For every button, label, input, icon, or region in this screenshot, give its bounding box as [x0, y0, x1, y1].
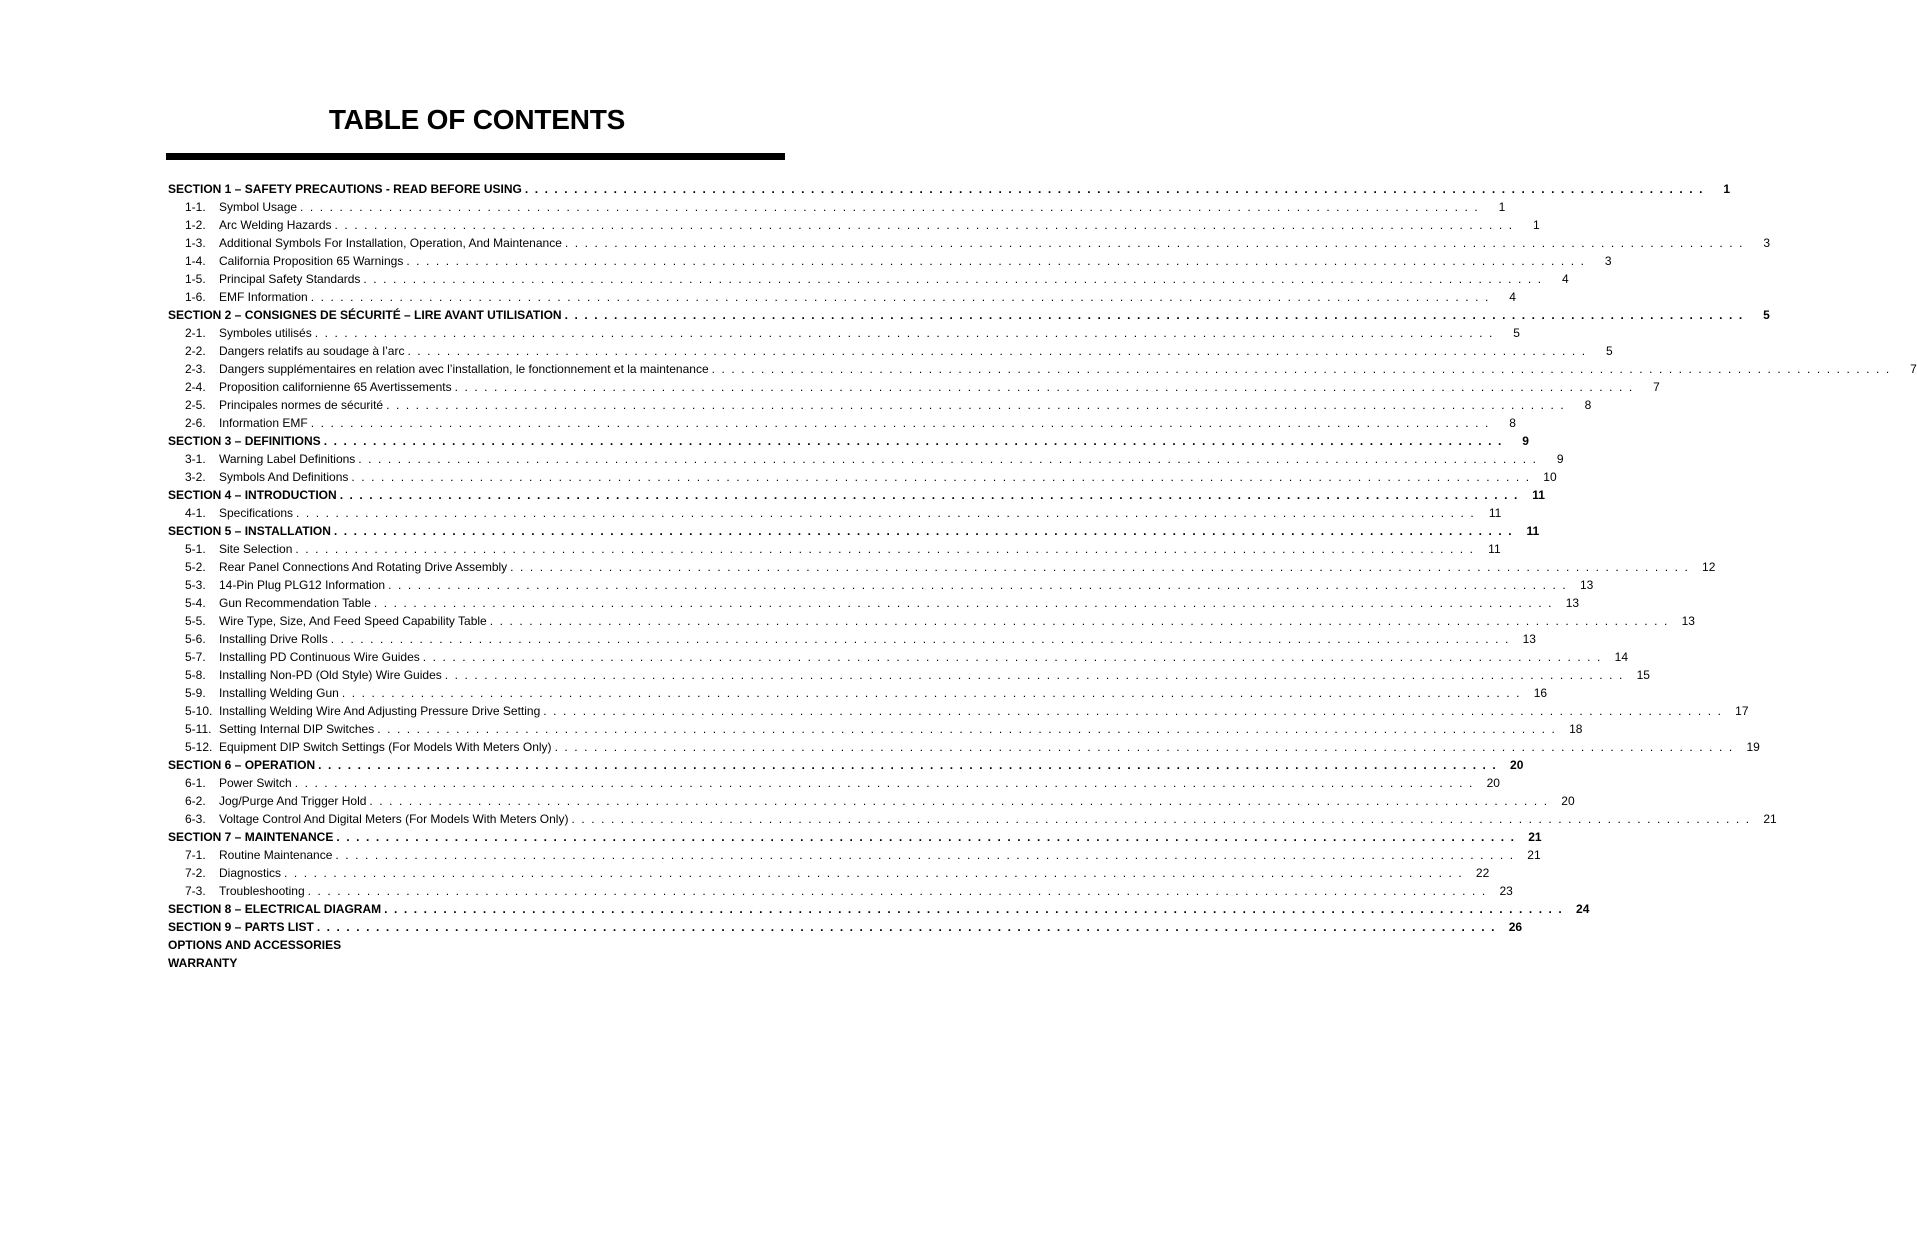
toc-page-number: 5 [1513, 326, 1520, 340]
toc-subsection-row[interactable] [168, 864, 1490, 882]
toc-dot-leader: . . . . . . . . . . . . . . . . . . . . . . . . . . . . . . . . . . . . . . . . . . . . . . . . . . . . . . . . . . . . . . . . . . . . . . . . . . . . . . . . . . . . . . . . . . . . . . . . . . . . . . . . . . . . . . . . . . . . . . . . [363, 272, 1543, 286]
toc-page-number: 12 [1702, 560, 1716, 574]
toc-entry-number: 5-10. [185, 704, 213, 718]
toc-subsection-row[interactable] [168, 702, 1749, 720]
toc-entry-title: OPTIONS AND ACCESSORIES [168, 938, 342, 952]
toc-entry-number: 2-6. [185, 416, 206, 430]
toc-entry-title: SECTION 3 – DEFINITIONS [168, 434, 321, 448]
toc-entry-number: 2-5. [185, 398, 206, 412]
toc-page-number: 19 [1746, 740, 1760, 754]
toc-dot-leader: . . . . . . . . . . . . . . . . . . . . . . . . . . . . . . . . . . . . . . . . . . . . . . . . . . . . . . . . . . . . . . . . . . . . . . . . . . . . . . . . . . . . . . . . . . . . . . . . . . . . . . . . . . . . . . . . . . . . . . . . [341, 686, 1522, 700]
toc-entry-number: 5-9. [185, 686, 206, 700]
toc-page-number: 3 [1763, 236, 1771, 250]
toc-entry-title: EMF Information [219, 290, 308, 304]
toc-page-number: 26 [1508, 920, 1523, 934]
toc-subsection-row[interactable] [168, 666, 1650, 684]
toc-entry-title: Installing Welding Wire And Adjusting Pressure Drive Setting [219, 704, 541, 718]
toc-page-number: 11 [1532, 488, 1545, 502]
toc-entry-title: Installing Welding Gun [219, 686, 339, 700]
toc-entry-title: Specifications [219, 506, 294, 520]
toc-subsection-row[interactable] [168, 342, 1613, 360]
toc-page-number: 11 [1488, 542, 1501, 556]
toc-section-row[interactable] [168, 306, 1770, 324]
toc-dot-leader: . . . . . . . . . . . . . . . . . . . . . . . . . . . . . . . . . . . . . . . . . . . . . . . . . . . . . . . . . . . . . . . . . . . . . . . . . . . . . . . . . . . . . . . . . . . . . . . . . . . . . . . . . . . . . . . . . . . . . . . . [554, 740, 1734, 754]
toc-entry-title: SECTION 2 – CONSIGNES DE SÉCURITÉ – LIRE AVANT UTILISATION [168, 308, 562, 322]
toc-entry-title: Installing PD Continuous Wire Guides [219, 650, 420, 664]
toc-dot-leader: . . . . . . . . . . . . . . . . . . . . . . . . . . . . . . . . . . . . . . . . . . . . . . . . . . . . . . . . . . . . . . . . . . . . . . . . . . . . . . . . . . . . . . . . . . . . . . . . . . . . . . . . . . . . . . . . . . . . . . . . [564, 308, 1744, 322]
toc-subsection-row[interactable] [168, 612, 1695, 630]
toc-entry-title: 14-Pin Plug PLG12 Information [219, 578, 386, 592]
toc-entry-number: 7-2. [185, 866, 206, 880]
toc-subsection-row[interactable] [168, 540, 1501, 558]
toc-entry-title: Setting Internal DIP Switches [219, 722, 375, 736]
toc-entry-number: 1-3. [185, 236, 206, 250]
toc-page-number: 4 [1509, 290, 1516, 304]
toc-entry-title: Rear Panel Connections And Rotating Drive Assembly [219, 560, 508, 574]
toc-entry-title: Dangers relatifs au soudage à l’arc [219, 344, 405, 358]
toc-page-number: 13 [1681, 614, 1695, 628]
toc-subsection-row[interactable] [168, 594, 1580, 612]
toc-entry-title: Jog/Purge And Trigger Hold [219, 794, 367, 808]
toc-entry-title: Symboles utilisés [219, 326, 312, 340]
toc-dot-leader: . . . . . . . . . . . . . . . . . . . . . . . . . . . . . . . . . . . . . . . . . . . . . . . . . . . . . . . . . . . . . . . . . . . . . . . . . . . . . . . . . . . . . . . . . . . . . . . . . . . . . . . . . . . . . . . . . . . . . . . . [571, 812, 1751, 826]
toc-dot-leader: . . . . . . . . . . . . . . . . . . . . . . . . . . . . . . . . . . . . . . . . . . . . . . . . . . . . . . . . . . . . . . . . . . . . . . . . . . . . . . . . . . . . . . . . . . . . . . . . . . . . . . . . . . . . . . . . . . . . . . . . [358, 452, 1538, 466]
toc-entry-title: SECTION 7 – MAINTENANCE [168, 830, 334, 844]
toc-entry-number: 5-12. [185, 740, 213, 754]
toc-dot-leader: . . . . . . . . . . . . . . . . . . . . . . . . . . . . . . . . . . . . . . . . . . . . . . . . . . . . . . . . . . . . . . . . . . . . . . . . . . . . . . . . . . . . . . . . . . . . . . . . . . . . . . . . . . . . . . . . . . . . . . . . [284, 866, 1464, 880]
toc-entry-number: 2-1. [185, 326, 206, 340]
toc-page-number: 11 [1526, 524, 1540, 538]
toc-dot-leader: . . . . . . . . . . . . . . . . . . . . . . . . . . . . . . . . . . . . . . . . . . . . . . . . . . . . . . . . . . . . . . . . . . . . . . . . . . . . . . . . . . . . . . . . . . . . . . . . . . . . . . . . . . . . . . . . . . . . . . . . [564, 236, 1745, 250]
toc-entry-number: 7-3. [185, 884, 206, 898]
toc-page-number: 13 [1579, 578, 1594, 592]
toc-section-row[interactable] [168, 432, 1529, 450]
toc-page-number: 15 [1636, 668, 1650, 682]
toc-page-number: 21 [1527, 848, 1541, 862]
toc-entry-title: Installing Drive Rolls [219, 632, 328, 646]
toc-dot-leader: . . . . . . . . . . . . . . . . . . . . . . . . . . . . . . . . . . . . . . . . . . . . . . . . . . . . . . . . . . . . . . . . . . . . . . . . . . . . . . . . . . . . . . . . . . . . . . . . . . . . . . . . . . . . . . . . . . . . . . . . [384, 902, 1564, 916]
toc-dot-leader: . . . . . . . . . . . . . . . . . . . . . . . . . . . . . . . . . . . . . . . . . . . . . . . . . . . . . . . . . . . . . . . . . . . . . . . . . . . . . . . . . . . . . . . . . . . . . . . . . . . . . . . . . . . . . . . . . . . . . . . . [300, 200, 1480, 214]
toc-section-row[interactable] [168, 900, 1590, 918]
toc-page-number: 14 [1614, 650, 1628, 664]
toc-dot-leader: . . . . . . . . . . . . . . . . . . . . . . . . . . . . . . . . . . . . . . . . . . . . . . . . . . . . . . . . . . . . . . . . . . . . . . . . . . . . . . . . . . . . . . . . . . . . . . . . . . . . . . . . . . . . . . . . . . . . . . . . [543, 704, 1723, 718]
toc-dot-leader: . . . . . . . . . . . . . . . . . . . . . . . . . . . . . . . . . . . . . . . . . . . . . . . . . . . . . . . . . . . . . . . . . . . . . . . . . . . . . . . . . . . . . . . . . . . . . . . . . . . . . . . . . . . . . . . . . . . . . . . . [422, 650, 1602, 664]
toc-subsection-row[interactable] [168, 504, 1502, 522]
toc-entry-title: Additional Symbols For Installation, Operation, And Maintenance [219, 236, 562, 250]
toc-entry-title: Proposition californienne 65 Avertissements [219, 380, 452, 394]
toc-entry-number: 5-7. [185, 650, 206, 664]
toc-subsection-row[interactable] [168, 324, 1520, 342]
toc-section-row[interactable] [168, 756, 1524, 774]
toc-subsection-row[interactable] [168, 450, 1564, 468]
toc-subsection-row[interactable] [168, 882, 1513, 900]
toc-subsection-row[interactable] [168, 792, 1575, 810]
toc-entry-number: 1-2. [185, 218, 206, 232]
toc-entry-number: 5-11. [185, 722, 212, 736]
toc-dot-leader: . . . . . . . . . . . . . . . . . . . . . . . . . . . . . . . . . . . . . . . . . . . . . . . . . . . . . . . . . . . . . . . . . . . . . . . . . . . . . . . . . . . . . . . . . . . . . . . . . . . . . . . . . . . . . . . . . . . . . . . . [454, 380, 1634, 394]
toc-entry-number: 7-1. [185, 848, 206, 862]
toc-entry-title: Routine Maintenance [219, 848, 333, 862]
toc-entry-title: Arc Welding Hazards [219, 218, 332, 232]
toc-page-number: 10 [1543, 470, 1557, 484]
toc-section-row[interactable] [168, 828, 1542, 846]
toc-entry-number: 1-4. [185, 254, 206, 268]
toc-entry-title: Gun Recommendation Table [219, 596, 371, 610]
toc-section-row[interactable] [168, 522, 1540, 540]
toc-page-number: 17 [1735, 704, 1749, 718]
toc-page-number: 9 [1556, 452, 1564, 466]
toc-dot-leader: . . . . . . . . . . . . . . . . . . . . . . . . . . . . . . . . . . . . . . . . . . . . . . . . . . . . . . . . . . . . . . . . . . . . . . . . . . . . . . . . . . . . . . . . . . . . . . . . . . . . . . . . . . . . . . . . . . . . . . . . [310, 416, 1490, 430]
toc-entry-title: Installing Non-PD (Old Style) Wire Guides [219, 668, 442, 682]
toc-subsection-row[interactable] [168, 630, 1536, 648]
toc-dot-leader: . . . . . . . . . . . . . . . . . . . . . . . . . . . . . . . . . . . . . . . . . . . . . . . . . . . . . . . . . . . . . . . . . . . . . . . . . . . . . . . . . . . . . . . . . . . . . . . . . . . . . . . . . . . . . . . . . . . . . . . . [377, 722, 1557, 736]
toc-page-number: 20 [1486, 776, 1500, 790]
toc-entry-title: SECTION 1 – SAFETY PRECAUTIONS - READ BEFORE USING [168, 182, 522, 196]
toc-dot-leader: . . . . . . . . . . . . . . . . . . . . . . . . . . . . . . . . . . . . . . . . . . . . . . . . . . . . . . . . . . . . . . . . . . . . . . . . . . . . . . . . . . . . . . . . . . . . . . . . . . . . . . . . . . . . . . . . . . . . . . . . [388, 578, 1568, 592]
toc-dot-leader: . . . . . . . . . . . . . . . . . . . . . . . . . . . . . . . . . . . . . . . . . . . . . . . . . . . . . . . . . . . . . . . . . . . . . . . . . . . . . . . . . . . . . . . . . . . . . . . . . . . . . . . . . . . . . . . . . . . . . . . . [373, 596, 1554, 610]
toc-entry-number: 5-8. [185, 668, 206, 682]
toc-page-number: 1 [1533, 218, 1540, 232]
toc-entry-number: 2-4. [185, 380, 206, 394]
toc-dot-leader: . . . . . . . . . . . . . . . . . . . . . . . . . . . . . . . . . . . . . . . . . . . . . . . . . . . . . . . . . . . . . . . . . . . . . . . . . . . . . . . . . . . . . . . . . . . . . . . . . . . . . . . . . . . . . . . . . . . . . . . . [314, 326, 1494, 340]
toc-subsection-row[interactable] [168, 252, 1612, 270]
toc-page-number: 8 [1509, 416, 1516, 430]
toc-page-number: 18 [1569, 722, 1583, 736]
toc-dot-leader: . . . . . . . . . . . . . . . . . . . . . . . . . . . . . . . . . . . . . . . . . . . . . . . . . . . . . . . . . . . . . . . . . . . . . . . . . . . . . . . . . . . . . . . . . . . . . . . . . . . . . . . . . . . . . . . . . . . . . . . . [294, 776, 1474, 790]
toc-page-number: 16 [1533, 686, 1548, 700]
toc-subsection-row[interactable] [168, 720, 1583, 738]
toc-subsection-row[interactable] [168, 414, 1516, 432]
toc-appendix-row[interactable] [168, 936, 783, 954]
toc-entry-number: 5-5. [185, 614, 206, 628]
toc-subsection-row[interactable] [168, 378, 1660, 396]
toc-entry-title: Equipment DIP Switch Settings (For Models With Meters Only) [219, 740, 552, 754]
toc-page-number: 20 [1510, 758, 1524, 772]
toc-dot-leader: . . . . . . . . . . . . . . . . . . . . . . . . . . . . . . . . . . . . . . . . . . . . . . . . . . . . . . . . . . . . . . . . . . . . . . . . . . . . . . . . . . . . . . . . . . . . . . . . . . . . . . . . . . . . . . . . . . . . . . . . [489, 614, 1669, 628]
toc-page-number: 23 [1499, 884, 1513, 898]
toc-subsection-row[interactable] [168, 270, 1569, 288]
toc-subsection-row[interactable] [168, 234, 1771, 252]
toc-dot-leader: . . . . . . . . . . . . . . . . . . . . . . . . . . . . . . . . . . . . . . . . . . . . . . . . . . . . . . . . . . . . . . . . . . . . . . . . . . . . . . . . . . . . . . . . . . . . . . . . . . . . . . . . . . . . . . . . . . . . . . . . [339, 488, 1519, 502]
toc-dot-leader: . . . . . . . . . . . . . . . . . . . . . . . . . . . . . . . . . . . . . . . . . . . . . . . . . . . . . . . . . . . . . . . . . . . . . . . . . . . . . . . . . . . . . . . . . . . . . . . . . . . . . . . . . . . . . . . . . . . . . . . . [333, 524, 1514, 538]
toc-entry-title: Power Switch [219, 776, 292, 790]
toc-dot-leader: . . . . . . . . . . . . . . . . . . . . . . . . . . . . . . . . . . . . . . . . . . . . . . . . . . . . . . . . . . . . . . . . . . . . . . . . . . . . . . . . . . . . . . . . . . . . . . . . . . . . . . . . . . . . . . . . . . . . . . . . [296, 506, 1476, 520]
toc-entry-number: 5-3. [185, 578, 206, 592]
toc-page-number: 1 [1723, 182, 1731, 196]
toc-page-number: 7 [1910, 362, 1917, 376]
toc-subsection-row[interactable] [168, 468, 1557, 486]
toc-subsection-row[interactable] [168, 774, 1500, 792]
toc-page-number: 21 [1763, 812, 1777, 826]
toc-dot-leader: . . . . . . . . . . . . . . . . . . . . . . . . . . . . . . . . . . . . . . . . . . . . . . . . . . . . . . . . . . . . . . . . . . . . . . . . . . . . . . . . . . . . . . . . . . . . . . . . . . . . . . . . . . . . . . . . . . . . . . . . [386, 398, 1566, 412]
toc-dot-leader: . . . . . . . . . . . . . . . . . . . . . . . . . . . . . . . . . . . . . . . . . . . . . . . . . . . . . . . . . . . . . . . . . . . . . . . . . . . . . . . . . . . . . . . . . . . . . . . . . . . . . . . . . . . . . . . . . . . . . . . . [318, 758, 1498, 772]
toc-subsection-row[interactable] [168, 198, 1506, 216]
toc-page-number: 7 [1653, 380, 1660, 394]
toc-entry-title: Principal Safety Standards [219, 272, 361, 286]
toc-list [168, 180, 1917, 972]
toc-entry-number: 3-1. [185, 452, 206, 466]
toc-subsection-row[interactable] [168, 288, 1516, 306]
toc-dot-leader: . . . . . . . . . . . . . . . . . . . . . . . . . . . . . . . . . . . . . . . . . . . . . . . . . . . . . . . . . . . . . . . . . . . . . . . . . . . . . . . . . . . . . . . . . . . . . . . . . . . . . . . . . . . . . . . . . . . . . . . . [323, 434, 1503, 448]
toc-entry-title: SECTION 9 – PARTS LIST [168, 920, 314, 934]
toc-subsection-row[interactable] [168, 648, 1628, 666]
toc-entry-title: Troubleshooting [219, 884, 305, 898]
toc-subsection-row[interactable] [168, 216, 1540, 234]
toc-entry-title: SECTION 6 – OPERATION [168, 758, 316, 772]
toc-entry-title: Warning Label Definitions [219, 452, 356, 466]
toc-dot-leader: . . . . . . . . . . . . . . . . . . . . . . . . . . . . . . . . . . . . . . . . . . . . . . . . . . . . . . . . . . . . . . . . . . . . . . . . . . . . . . . . . . . . . . . . . . . . . . . . . . . . . . . . . . . . . . . . . . . . . . . . [407, 344, 1587, 358]
toc-entry-title: Symbols And Definitions [219, 470, 349, 484]
toc-entry-number: 1-6. [185, 290, 206, 304]
toc-entry-number: 1-1. [185, 200, 206, 214]
toc-entry-title: Voltage Control And Digital Meters (For Models With Meters Only) [219, 812, 569, 826]
toc-entry-title: SECTION 5 – INSTALLATION [168, 524, 331, 538]
toc-dot-leader: . . . . . . . . . . . . . . . . . . . . . . . . . . . . . . . . . . . . . . . . . . . . . . . . . . . . . . . . . . . . . . . . . . . . . . . . . . . . . . . . . . . . . . . . . . . . . . . . . . . . . . . . . . . . . . . . . . . . . . . . [369, 794, 1549, 808]
toc-entry-number: 6-2. [185, 794, 206, 808]
toc-dot-leader: . . . . . . . . . . . . . . . . . . . . . . . . . . . . . . . . . . . . . . . . . . . . . . . . . . . . . . . . . . . . . . . . . . . . . . . . . . . . . . . . . . . . . . . . . . . . . . . . . . . . . . . . . . . . . . . . . . . . . . . . [335, 848, 1515, 862]
toc-page-number: 1 [1498, 200, 1506, 214]
toc-page-number: 24 [1576, 902, 1590, 916]
toc-entry-number: 5-2. [185, 560, 206, 574]
toc-subsection-row[interactable] [168, 846, 1541, 864]
title-rule [166, 153, 785, 160]
toc-entry-title: Principales normes de sécurité [219, 398, 384, 412]
toc-page-number: 5 [1605, 344, 1613, 358]
toc-entry-number: 2-3. [185, 362, 206, 376]
toc-dot-leader: . . . . . . . . . . . . . . . . . . . . . . . . . . . . . . . . . . . . . . . . . . . . . . . . . . . . . . . . . . . . . . . . . . . . . . . . . . . . . . . . . . . . . . . . . . . . . . . . . . . . . . . . . . . . . . . . . . . . . . . . [510, 560, 1690, 574]
toc-entry-title: Symbol Usage [219, 200, 298, 214]
toc-page-number: 9 [1522, 434, 1529, 448]
toc-page-number: 5 [1763, 308, 1770, 322]
toc-page-number: 8 [1584, 398, 1592, 412]
toc-entry-number: 6-3. [185, 812, 206, 826]
toc-dot-leader: . . . . . . . . . . . . . . . . . . . . . . . . . . . . . . . . . . . . . . . . . . . . . . . . . . . . . . . . . . . . . . . . . . . . . . . . . . . . . . . . . . . . . . . . . . . . . . . . . . . . . . . . . . . . . . . . . . . . . . . . [307, 884, 1487, 898]
toc-dot-leader: . . . . . . . . . . . . . . . . . . . . . . . . . . . . . . . . . . . . . . . . . . . . . . . . . . . . . . . . . . . . . . . . . . . . . . . . . . . . . . . . . . . . . . . . . . . . . . . . . . . . . . . . . . . . . . . . . . . . . . . . [316, 920, 1497, 934]
toc-entry-number: 1-5. [185, 272, 206, 286]
toc-dot-leader: . . . . . . . . . . . . . . . . . . . . . . . . . . . . . . . . . . . . . . . . . . . . . . . . . . . . . . . . . . . . . . . . . . . . . . . . . . . . . . . . . . . . . . . . . . . . . . . . . . . . . . . . . . . . . . . . . . . . . . . . [406, 254, 1586, 268]
toc-entry-title: Information EMF [219, 416, 308, 430]
toc-entry-title: SECTION 4 – INTRODUCTION [168, 488, 337, 502]
toc-dot-leader: . . . . . . . . . . . . . . . . . . . . . . . . . . . . . . . . . . . . . . . . . . . . . . . . . . . . . . . . . . . . . . . . . . . . . . . . . . . . . . . . . . . . . . . . . . . . . . . . . . . . . . . . . . . . . . . . . . . . . . . . [336, 830, 1516, 844]
toc-entry-title: Wire Type, Size, And Feed Speed Capability Table [219, 614, 487, 628]
toc-page-number: 22 [1475, 866, 1490, 880]
page-title: TABLE OF CONTENTS [328, 104, 626, 135]
toc-dot-leader: . . . . . . . . . . . . . . . . . . . . . . . . . . . . . . . . . . . . . . . . . . . . . . . . . . . . . . . . . . . . . . . . . . . . . . . . . . . . . . . . . . . . . . . . . . . . . . . . . . . . . . . . . . . . . . . . . . . . . . . . [351, 470, 1531, 484]
toc-subsection-row[interactable] [168, 396, 1592, 414]
toc-entry-title: SECTION 8 – ELECTRICAL DIAGRAM [168, 902, 382, 916]
toc-dot-leader: . . . . . . . . . . . . . . . . . . . . . . . . . . . . . . . . . . . . . . . . . . . . . . . . . . . . . . . . . . . . . . . . . . . . . . . . . . . . . . . . . . . . . . . . . . . . . . . . . . . . . . . . . . . . . . . . . . . . . . . . [330, 632, 1510, 646]
toc-dot-leader: . . . . . . . . . . . . . . . . . . . . . . . . . . . . . . . . . . . . . . . . . . . . . . . . . . . . . . . . . . . . . . . . . . . . . . . . . . . . . . . . . . . . . . . . . . . . . . . . . . . . . . . . . . . . . . . . . . . . . . . . [334, 218, 1514, 232]
toc-entry-title: California Proposition 65 Warnings [219, 254, 404, 268]
toc-entry-number: 2-2. [185, 344, 206, 358]
toc-dot-leader: . . . . . . . . . . . . . . . . . . . . . . . . . . . . . . . . . . . . . . . . . . . . . . . . . . . . . . . . . . . . . . . . . . . . . . . . . . . . . . . . . . . . . . . . . . . . . . . . . . . . . . . . . . . . . . . . . . . . . . . . [310, 290, 1490, 304]
toc-subsection-row[interactable] [168, 684, 1548, 702]
toc-appendix-row[interactable] [168, 954, 783, 972]
toc-entry-title: WARRANTY [168, 956, 238, 970]
toc-section-row[interactable] [168, 486, 1545, 504]
toc-entry-number: 5-4. [185, 596, 206, 610]
toc-page-number: 20 [1561, 794, 1575, 808]
toc-page-number: 4 [1561, 272, 1569, 286]
toc-entry-number: 4-1. [185, 506, 206, 520]
toc-entry-number: 6-1. [185, 776, 206, 790]
toc-entry-number: 5-1. [185, 542, 206, 556]
toc-entry-title: Site Selection [219, 542, 293, 556]
toc-section-row[interactable] [168, 918, 1523, 936]
toc-dot-leader: . . . . . . . . . . . . . . . . . . . . . . . . . . . . . . . . . . . . . . . . . . . . . . . . . . . . . . . . . . . . . . . . . . . . . . . . . . . . . . . . . . . . . . . . . . . . . . . . . . . . . . . . . . . . . . . . . . . . . . . . [524, 182, 1705, 196]
toc-page-number: 11 [1488, 506, 1502, 520]
toc-dot-leader: . . . . . . . . . . . . . . . . . . . . . . . . . . . . . . . . . . . . . . . . . . . . . . . . . . . . . . . . . . . . . . . . . . . . . . . . . . . . . . . . . . . . . . . . . . . . . . . . . . . . . . . . . . . . . . . . . . . . . . . . [295, 542, 1475, 556]
toc-subsection-row[interactable] [168, 576, 1594, 594]
toc-subsection-row[interactable] [168, 558, 1716, 576]
toc-subsection-row[interactable] [168, 810, 1777, 828]
toc-entry-number: 5-6. [185, 632, 206, 646]
toc-subsection-row[interactable] [168, 738, 1760, 756]
toc-entry-title: Diagnostics [219, 866, 282, 880]
toc-section-row[interactable] [168, 180, 1731, 198]
toc-entry-number: 3-2. [185, 470, 206, 484]
toc-dot-leader: . . . . . . . . . . . . . . . . . . . . . . . . . . . . . . . . . . . . . . . . . . . . . . . . . . . . . . . . . . . . . . . . . . . . . . . . . . . . . . . . . . . . . . . . . . . . . . . . . . . . . . . . . . . . . . . . . . . . . . . . [444, 668, 1624, 682]
toc-page-number: 13 [1565, 596, 1580, 610]
toc-dot-leader: . . . . . . . . . . . . . . . . . . . . . . . . . . . . . . . . . . . . . . . . . . . . . . . . . . . . . . . . . . . . . . . . . . . . . . . . . . . . . . . . . . . . . . . . . . . . . . . . . . . . . . . . . . . . . . . . . . . . . . . . [711, 362, 1891, 376]
toc-page-number: 3 [1604, 254, 1612, 268]
toc-entry-title: Dangers supplémentaires en relation avec l’installation, le fonctionnement et la maintenance [219, 362, 709, 376]
toc-subsection-row[interactable] [168, 360, 1917, 378]
toc-page-number: 21 [1528, 830, 1542, 844]
toc-page-number: 13 [1522, 632, 1536, 646]
